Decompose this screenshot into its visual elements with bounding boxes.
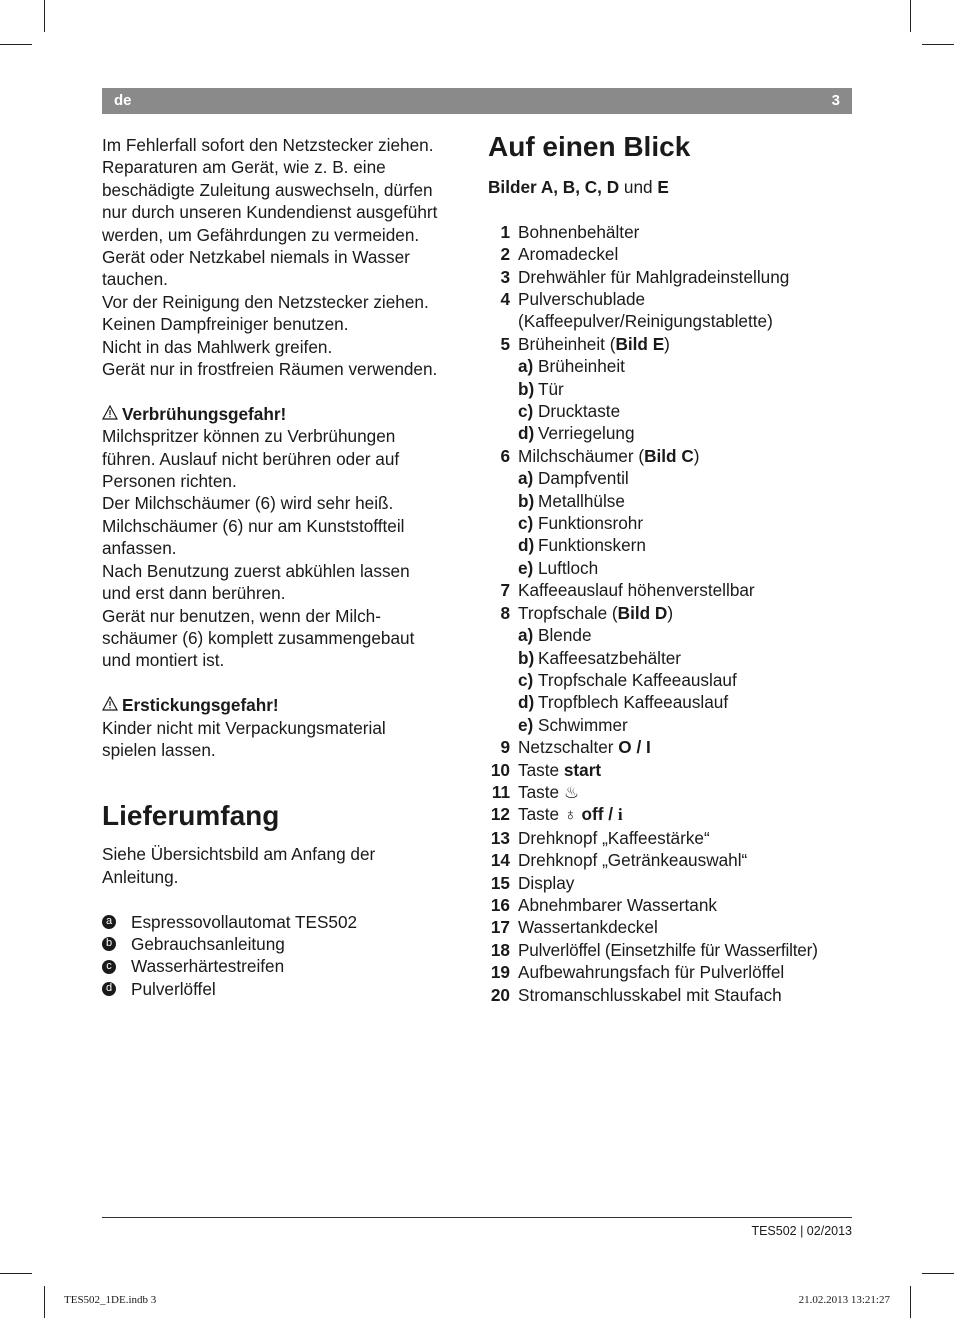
text-line: Keinen Dampfreiniger benutzen. bbox=[102, 314, 349, 335]
sub-text: Luftloch bbox=[538, 557, 599, 578]
item-text bbox=[518, 602, 673, 624]
sub-letter: c) bbox=[518, 401, 534, 422]
item-text: Kaffeeauslauf höhenverstellbar bbox=[518, 580, 755, 601]
item-number: 6 bbox=[500, 445, 510, 466]
sub-item bbox=[488, 624, 858, 646]
item-text: Gebrauchsanleitung bbox=[131, 933, 285, 954]
sub-item bbox=[488, 378, 858, 400]
sub-text: Tropfschale Kaffeeauslauf bbox=[538, 669, 737, 690]
item-text: Bohnenbehälter bbox=[518, 221, 640, 242]
item-text: Abnehmbarer Wassertank bbox=[518, 894, 718, 915]
scald-warning bbox=[102, 403, 474, 672]
text-line: Gerät nur benutzen, wenn der Milch- bbox=[102, 605, 381, 626]
item-number: 19 bbox=[490, 962, 510, 983]
list-item bbox=[488, 984, 858, 1006]
list-item bbox=[488, 916, 858, 938]
descale-icon: ♁ bbox=[563, 804, 577, 825]
warning-title: Erstickungsgefahr! bbox=[122, 695, 279, 716]
sub-text: Dampfventil bbox=[538, 468, 629, 489]
page-number: 3 bbox=[831, 92, 840, 109]
sub-item bbox=[488, 512, 858, 534]
list-item bbox=[488, 849, 858, 871]
sub-letter: d) bbox=[518, 423, 535, 444]
text-line: tauchen. bbox=[102, 269, 168, 290]
list-item bbox=[102, 978, 474, 1000]
figure-ref: Bild E bbox=[615, 333, 665, 354]
item-text: Stromanschlusskabel mit Staufach bbox=[518, 984, 782, 1005]
item-number: 18 bbox=[490, 939, 510, 960]
item-text bbox=[518, 736, 651, 758]
sub-item bbox=[488, 691, 858, 713]
sub-item bbox=[488, 647, 858, 669]
sub-item bbox=[488, 534, 858, 556]
item-number: 1 bbox=[500, 221, 510, 242]
sub-item bbox=[488, 467, 858, 489]
sub-item bbox=[488, 400, 858, 422]
warning-triangle-icon bbox=[102, 694, 122, 716]
footer-divider bbox=[102, 1217, 852, 1218]
list-item bbox=[488, 894, 858, 916]
sub-letter: b) bbox=[518, 490, 535, 511]
figures-reference bbox=[488, 176, 858, 198]
text-line: und erst dann berühren. bbox=[102, 583, 286, 604]
list-item bbox=[488, 872, 858, 894]
item-number: 12 bbox=[490, 804, 510, 825]
power-switch-symbol: O / I bbox=[618, 737, 651, 758]
text-line: Der Milchschäumer (6) wird sehr heiß. bbox=[102, 493, 394, 514]
sub-text: Blende bbox=[538, 625, 592, 646]
text-line: Siehe Übersichtsbild am Anfang der bbox=[102, 844, 376, 865]
item-text: Aufbewahrungsfach für Pulverlöffel bbox=[518, 962, 785, 983]
item-text bbox=[518, 445, 699, 467]
item-number: 2 bbox=[500, 244, 510, 265]
warning-title: Verbrühungsgefahr! bbox=[122, 403, 287, 424]
item-number: 10 bbox=[490, 759, 510, 780]
text-line: Reparaturen am Gerät, wie z. B. eine bbox=[102, 157, 386, 178]
text-line: beschädigte Zuleitung auswechseln, dürfen bbox=[102, 179, 433, 200]
figure-ref: Bild D bbox=[617, 602, 668, 623]
item-text: Aromadeckel bbox=[518, 244, 619, 265]
list-item bbox=[488, 759, 858, 781]
figure-ref: Bild C bbox=[644, 445, 694, 466]
text-line: Vor der Reinigung den Netzstecker ziehen. bbox=[102, 291, 429, 312]
text-line: Kinder nicht mit Verpackungsmaterial bbox=[102, 717, 386, 738]
item-number: 16 bbox=[490, 894, 510, 915]
item-text: Drehknopf „Kaffeestärke“ bbox=[518, 827, 710, 848]
warning-triangle-icon bbox=[102, 403, 122, 425]
text-line: Nach Benutzung zuerst abkühlen lassen bbox=[102, 560, 410, 581]
sub-letter: c) bbox=[518, 669, 534, 690]
item-text-part: ) bbox=[667, 602, 674, 623]
info-icon: i bbox=[617, 805, 623, 825]
figures-last: E bbox=[657, 177, 669, 197]
item-number: 15 bbox=[490, 872, 510, 893]
sub-text: Brüheinheit bbox=[538, 356, 625, 377]
item-text-part: Tropfschale ( bbox=[518, 602, 618, 623]
list-item bbox=[102, 911, 474, 933]
sub-item bbox=[488, 669, 858, 691]
crop-mark bbox=[0, 1273, 32, 1274]
print-slug-file: TES502_1DE.indb 3 bbox=[64, 1294, 157, 1306]
item-text: Espressovollautomat TES502 bbox=[131, 911, 358, 932]
sub-letter: e) bbox=[518, 714, 534, 735]
item-number: 5 bbox=[500, 333, 510, 354]
list-item bbox=[488, 333, 858, 355]
button-name: start bbox=[563, 759, 602, 780]
item-number: 7 bbox=[500, 580, 510, 601]
crop-mark bbox=[44, 0, 45, 32]
sub-letter: d) bbox=[518, 692, 535, 713]
item-number: 4 bbox=[500, 289, 510, 310]
sub-letter: a) bbox=[518, 356, 534, 377]
item-text-part: Taste bbox=[518, 759, 564, 780]
list-item bbox=[488, 288, 858, 310]
delivery-list bbox=[102, 911, 474, 1001]
sub-item bbox=[488, 557, 858, 579]
item-text: Drehknopf „Getränkeauswahl“ bbox=[518, 850, 748, 871]
page-header bbox=[102, 88, 852, 114]
item-number: 11 bbox=[491, 781, 510, 802]
item-text: Drehwähler für Mahlgradeinstellung bbox=[518, 266, 790, 287]
text-line: und montiert ist. bbox=[102, 650, 225, 671]
parts-list bbox=[488, 221, 858, 1006]
text-line: führen. Auslauf nicht berühren oder auf bbox=[102, 448, 400, 469]
crop-mark bbox=[0, 44, 32, 45]
steam-icon: ♨ bbox=[563, 781, 580, 802]
text-line: schäumer (6) komplett zusammengebaut bbox=[102, 627, 415, 648]
circled-letter-icon: c bbox=[102, 960, 116, 974]
item-text bbox=[518, 803, 623, 826]
item-text-part: ) bbox=[664, 333, 670, 354]
item-text-part: Brüheinheit ( bbox=[518, 333, 616, 354]
item-number: 13 bbox=[490, 827, 510, 848]
list-item-continuation bbox=[488, 310, 858, 332]
sub-letter: a) bbox=[518, 625, 534, 646]
item-text: Pulverschublade bbox=[518, 289, 646, 310]
sub-letter: e) bbox=[518, 557, 534, 578]
sub-letter: b) bbox=[518, 647, 535, 668]
item-text-part: Taste bbox=[518, 781, 564, 802]
item-text: Pulverlöffel (Einsetzhilfe für Wasserfilter) bbox=[518, 939, 818, 960]
circled-letter-icon: b bbox=[102, 937, 116, 951]
sub-text: Tür bbox=[538, 378, 564, 399]
sub-text: Funktionsrohr bbox=[538, 513, 644, 534]
item-text: Display bbox=[518, 872, 575, 893]
text-line: Milchschäumer (6) nur am Kunststoffteil bbox=[102, 515, 405, 536]
text-line: Anleitung. bbox=[102, 866, 179, 887]
circled-letter-icon: d bbox=[102, 982, 116, 996]
list-item bbox=[488, 602, 858, 624]
figures-list: Bilder A, B, C, D bbox=[488, 177, 620, 197]
crop-mark bbox=[910, 0, 911, 32]
item-text: Wassertankdeckel bbox=[518, 917, 658, 938]
item-text: Pulverlöffel bbox=[131, 978, 216, 999]
list-item bbox=[488, 961, 858, 983]
item-number: 20 bbox=[490, 984, 510, 1005]
list-item bbox=[488, 221, 858, 243]
item-number: 9 bbox=[500, 737, 510, 758]
item-text bbox=[518, 759, 601, 781]
sub-text: Tropfblech Kaffeeauslauf bbox=[538, 692, 729, 713]
sub-letter: a) bbox=[518, 468, 534, 489]
sub-text: Kaffeesatzbehälter bbox=[538, 647, 682, 668]
sub-text: Drucktaste bbox=[538, 401, 621, 422]
crop-mark bbox=[44, 1286, 45, 1318]
sub-text: Funktionskern bbox=[538, 535, 646, 556]
item-text bbox=[518, 781, 579, 803]
section-title-auf-einen-blick: Auf einen Blick bbox=[488, 131, 691, 162]
sub-item bbox=[488, 355, 858, 377]
list-item bbox=[488, 266, 858, 288]
warning-heading bbox=[102, 403, 474, 425]
list-item bbox=[488, 736, 858, 758]
list-item bbox=[488, 827, 858, 849]
list-item bbox=[488, 781, 858, 803]
crop-mark bbox=[922, 1273, 954, 1274]
footer-model-date: TES502 | 02/2013 bbox=[751, 1224, 852, 1238]
text-line: Milchspritzer können zu Verbrühungen bbox=[102, 426, 396, 447]
list-item bbox=[488, 243, 858, 265]
text-line: Gerät oder Netzkabel niemals in Wasser bbox=[102, 247, 410, 268]
sub-letter: b) bbox=[518, 378, 535, 399]
right-column bbox=[488, 130, 858, 1006]
sub-text: Metallhülse bbox=[538, 490, 625, 511]
item-text-part: Netzschalter bbox=[518, 737, 619, 758]
sub-letter: c) bbox=[518, 513, 534, 534]
section-title-lieferumfang: Lieferumfang bbox=[102, 800, 280, 832]
left-column bbox=[102, 134, 474, 1000]
language-label: de bbox=[114, 92, 132, 109]
sub-item bbox=[488, 490, 858, 512]
item-text: (Kaffeepulver/Reinigungstablette) bbox=[518, 311, 773, 332]
text-line: nur durch unseren Kundendienst ausgeführt bbox=[102, 202, 438, 223]
item-text-part: Taste bbox=[518, 804, 564, 825]
item-text bbox=[518, 333, 670, 355]
sub-item bbox=[488, 422, 858, 444]
list-item bbox=[102, 955, 474, 977]
text-line: werden, um Gefährdungen zu vermeiden. bbox=[102, 224, 420, 245]
item-number: 3 bbox=[500, 266, 510, 287]
list-item bbox=[102, 933, 474, 955]
figures-and: und bbox=[619, 177, 658, 197]
safety-intro bbox=[102, 134, 474, 380]
crop-mark bbox=[910, 1286, 911, 1318]
sub-text: Verriegelung bbox=[538, 423, 635, 444]
item-text-part: Milchschäumer ( bbox=[518, 445, 645, 466]
list-item bbox=[488, 445, 858, 467]
text-line: spielen lassen. bbox=[102, 739, 216, 760]
sub-text: Schwimmer bbox=[538, 714, 628, 735]
suffocation-warning bbox=[102, 694, 474, 761]
sub-item bbox=[488, 714, 858, 736]
text-line: Im Fehlerfall sofort den Netzstecker ziehen. bbox=[102, 135, 434, 155]
circled-letter-icon: a bbox=[102, 915, 116, 929]
text-line: Gerät nur in frostfreien Räumen verwenden. bbox=[102, 359, 438, 380]
list-item bbox=[488, 803, 858, 826]
item-number: 8 bbox=[500, 602, 510, 623]
button-name: off / bbox=[576, 804, 618, 825]
item-number: 17 bbox=[490, 917, 510, 938]
list-item bbox=[488, 939, 858, 961]
text-line: Nicht in das Mahlwerk greifen. bbox=[102, 336, 333, 357]
print-slug-time: 21.02.2013 13:21:27 bbox=[798, 1294, 890, 1306]
item-text: Wasserhärtestreifen bbox=[131, 956, 285, 977]
text-line: anfassen. bbox=[102, 538, 177, 559]
crop-mark bbox=[922, 44, 954, 45]
list-item bbox=[488, 579, 858, 601]
warning-heading bbox=[102, 694, 474, 716]
sub-letter: d) bbox=[518, 535, 535, 556]
item-number: 14 bbox=[490, 850, 510, 871]
text-line: Personen richten. bbox=[102, 471, 237, 492]
item-text-part: ) bbox=[693, 445, 700, 466]
